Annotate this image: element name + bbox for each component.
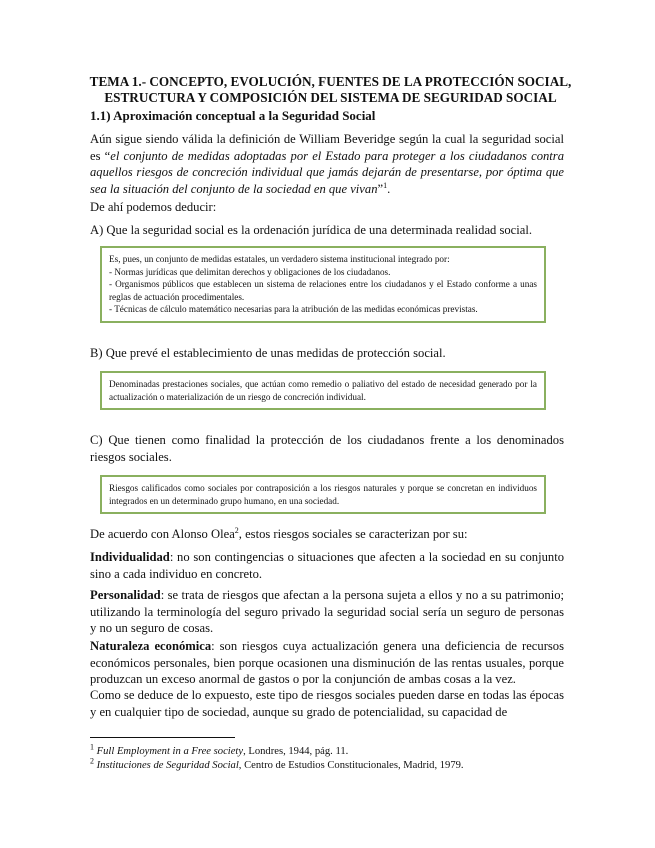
footnote-2	[90, 756, 464, 772]
footnote-1-number: 1	[90, 742, 94, 752]
footnote-2-title: Instituciones de Seguridad Social	[96, 760, 239, 771]
footnote-separator	[90, 737, 235, 738]
footnote-2-rest: , Centro de Estudios Constitucionales, Madrid, 1979.	[238, 760, 464, 771]
individualidad-term: Individualidad	[90, 550, 170, 564]
individualidad-text: : no son contingencias o situaciones que afecten a la sociedad en su conjunto sino a cada individuo en concreto.	[90, 550, 564, 581]
box-a-line-4: - Técnicas de cálculo matemático necesarias para la atribución de las medidas económicas previstas.	[109, 304, 478, 314]
naturaleza-text: : son riesgos cuya actualización genera una deficiencia de recursos económicos personales, bien porque ocasionen una disminución de las rentas usuales, porque produzcan un exceso anormal de gastos o por la conjunción de ambas cosas a la vez.	[90, 639, 564, 686]
box-a-line-3: - Organismos públicos que establecen un sistema de relaciones entre los ciudadanos y el Estado conforme a unas reglas de actuación procedimentales.	[109, 279, 537, 302]
footnote-1	[90, 742, 349, 758]
footnote-ref-2[interactable]: 2	[234, 525, 239, 535]
footnote-2-number: 2	[90, 756, 94, 766]
title-line-1: TEMA 1.- CONCEPTO, EVOLUCIÓN, FUENTES DE LA PROTECCIÓN SOCIAL,	[89, 74, 572, 89]
box-a-line-1: Es, pues, un conjunto de medidas estatales, un verdadero sistema institucional integrado por:	[109, 254, 450, 264]
title-line-2: ESTRUCTURA Y COMPOSICIÓN DEL SISTEMA DE SEGURIDAD SOCIAL	[104, 90, 557, 105]
intro-end: .	[387, 181, 391, 196]
intro-lead: Aún sigue siendo válida la definición de William Beveridge según la cual la seguridad social es “	[90, 132, 564, 163]
document-title	[88, 74, 573, 106]
box-c	[100, 475, 546, 514]
section-heading: 1.1) Aproximación conceptual a la Seguridad Social	[90, 108, 376, 123]
deduce-paragraph: De ahí podemos deducir:	[90, 200, 217, 214]
personalidad-text: : se trata de riesgos que afectan a la persona sujeta a ellos y no a su patrimonio; utilizando la terminología del seguro privado la seguridad social sería un seguro de personas y no un seguro de cosas.	[90, 588, 564, 635]
naturaleza-paragraph	[90, 638, 564, 688]
point-a: A) Que la seguridad social es la ordenación jurídica de una determinada realidad social.	[90, 223, 532, 237]
naturaleza-term: Naturaleza económica	[90, 639, 212, 653]
olea-before: De acuerdo con Alonso Olea	[90, 527, 235, 541]
intro-quote-close: ”	[377, 181, 384, 196]
intro-paragraph	[90, 131, 564, 197]
personalidad-paragraph	[90, 587, 564, 637]
box-b-text: Denominadas prestaciones sociales, que actúan como remedio o paliativo del estado de necesidad generado por la actualización o materialización de un riesgo de concreción individual.	[109, 379, 537, 402]
closing-paragraph: Como se deduce de lo expuesto, este tipo de riesgos sociales pueden darse en todas las épocas y en cualquier tipo de sociedad, aunque su grado de potencialidad, su capacidad de	[90, 688, 564, 719]
olea-after: , estos riesgos sociales se caracterizan por su:	[238, 527, 468, 541]
box-a	[100, 246, 546, 323]
individualidad-paragraph	[90, 549, 564, 582]
box-a-line-2: - Normas jurídicas que delimitan derechos y obligaciones de los ciudadanos.	[109, 266, 391, 277]
box-c-text: Riesgos calificados como sociales por contraposición a los riesgos naturales y porque se concretan en individuos integrados en un determinado grupo humano, en una sociedad.	[109, 483, 537, 506]
beveridge-quote: el conjunto de medidas adoptadas por el Estado para proteger a los ciudadanos contra aquellos riesgos de concreción individual que jamás dejarán de presentarse, por óptima que sea la situación del conjunto de la sociedad en que vivan	[90, 148, 564, 196]
footnote-1-rest: , Londres, 1944, pág. 11.	[243, 746, 349, 757]
point-b: B) Que prevé el establecimiento de unas medidas de protección social.	[90, 346, 446, 360]
olea-paragraph	[90, 526, 564, 543]
footnote-ref-1[interactable]: 1	[383, 180, 388, 190]
personalidad-term: Personalidad	[90, 588, 161, 602]
box-b	[100, 371, 546, 410]
point-c: C) Que tienen como finalidad la protección de los ciudadanos frente a los denominados riesgos sociales.	[90, 433, 564, 464]
footnote-1-title: Full Employment in a Free society	[96, 746, 244, 757]
